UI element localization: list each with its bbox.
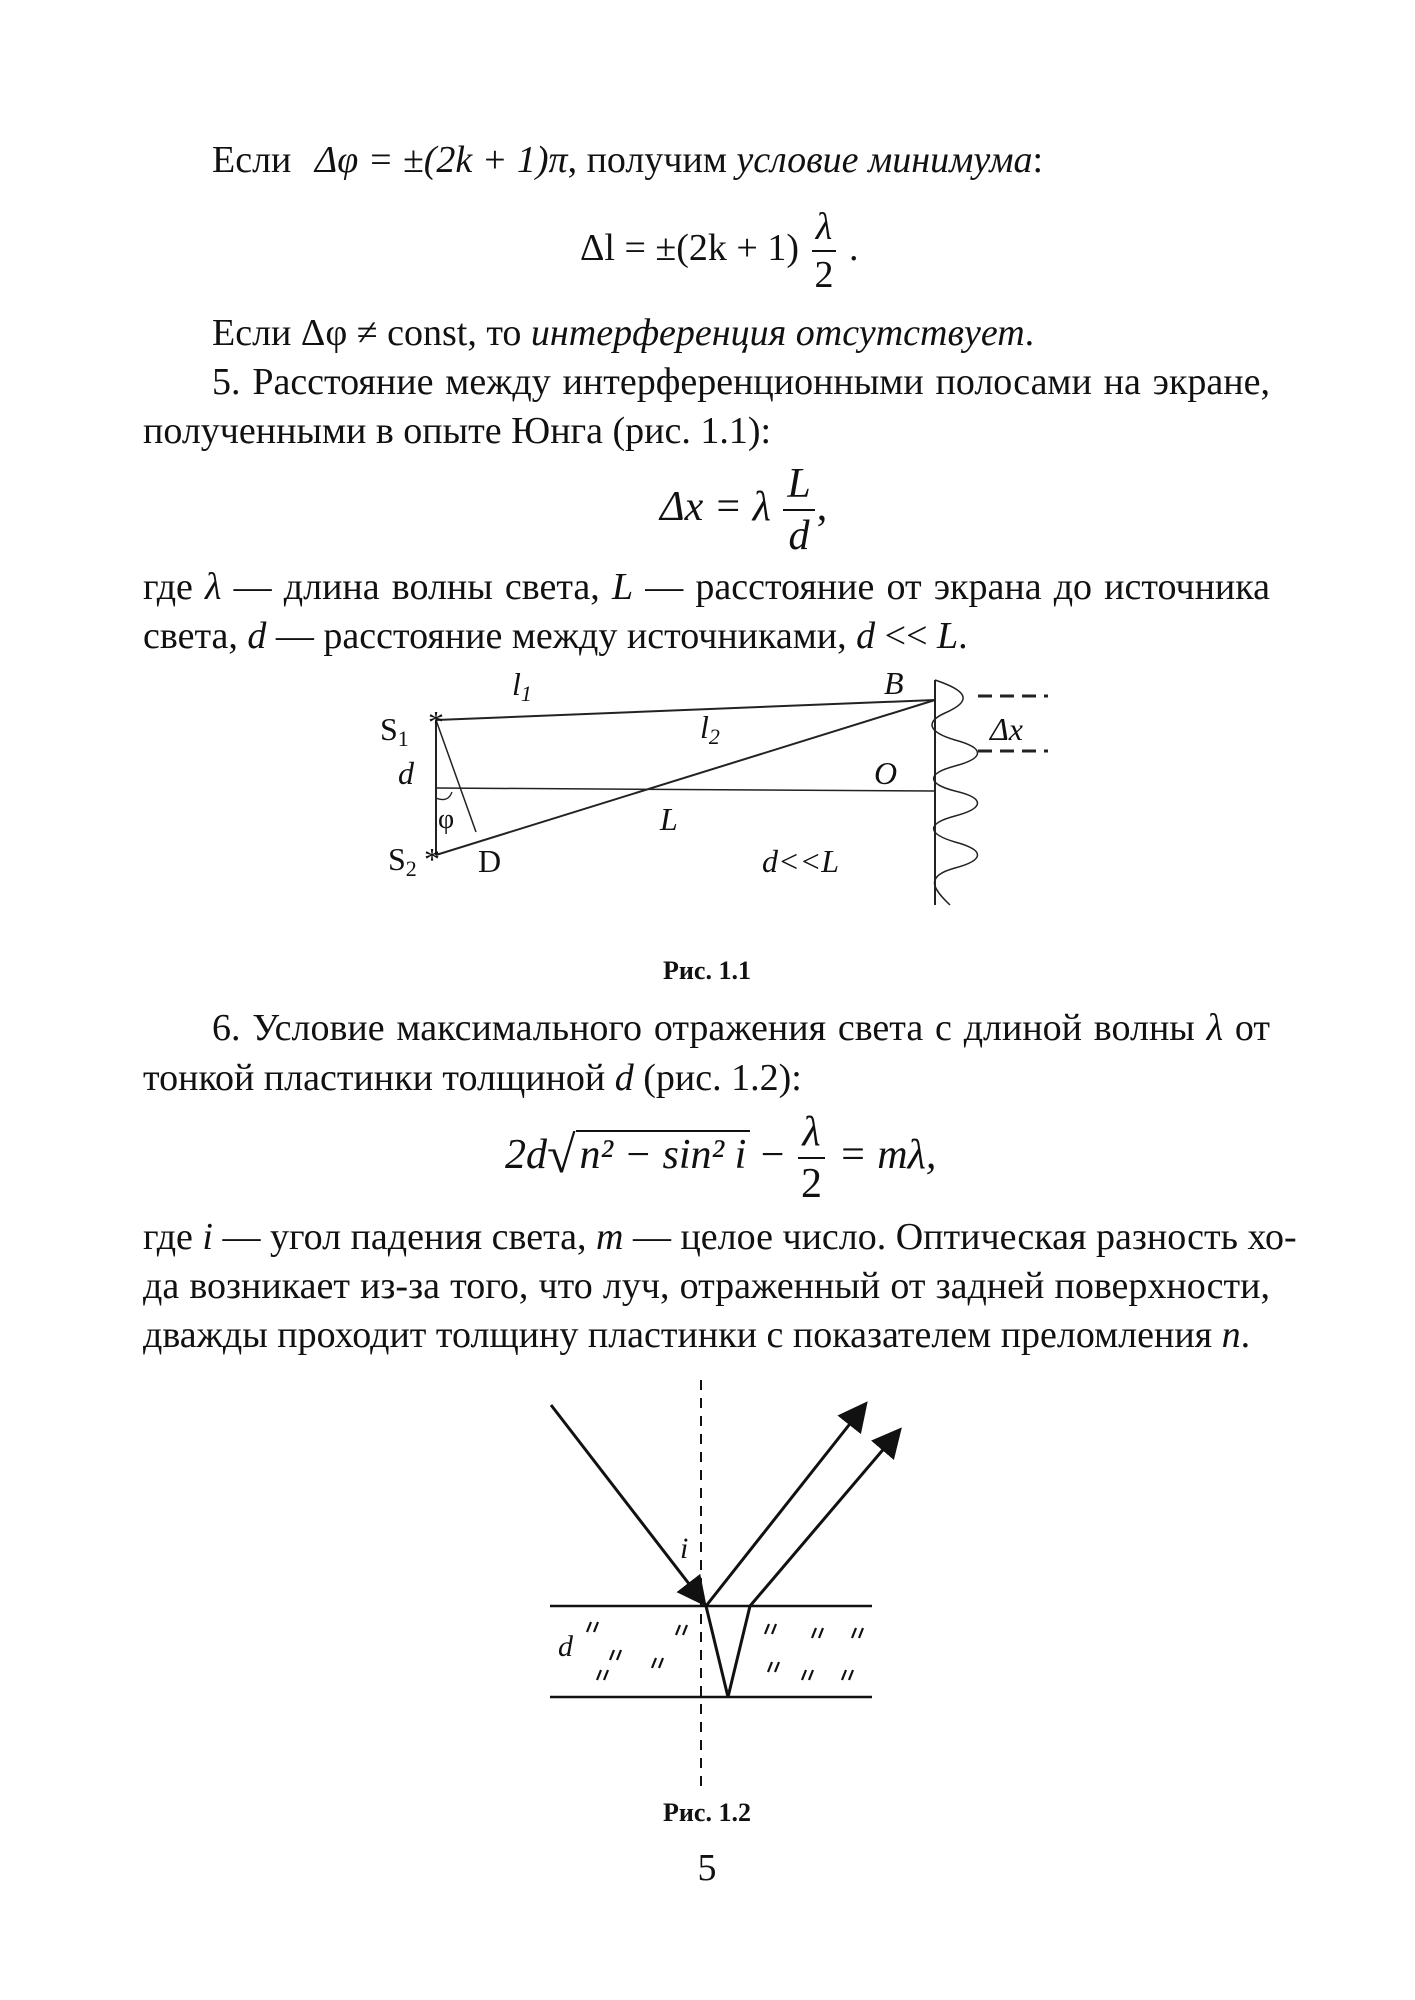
w6-text-1: где bbox=[143, 1216, 193, 1258]
thin-left: 2d bbox=[505, 1132, 547, 1178]
refracted-ray-up bbox=[728, 1606, 750, 1697]
colon: : bbox=[1032, 139, 1044, 181]
w5l2-much-less: << bbox=[884, 615, 928, 657]
label-i: i bbox=[680, 1532, 689, 1565]
label-D: D bbox=[478, 843, 502, 879]
label-S2: S2 bbox=[388, 841, 417, 881]
i6l2-text-2: (рис. 1.2): bbox=[643, 1057, 802, 1099]
formula-min-left: Δl = ±(2k + 1) bbox=[580, 227, 800, 269]
incident-ray bbox=[551, 1405, 703, 1602]
label-d-ll-L: d<<L bbox=[762, 843, 839, 879]
sqrt-sign: √ bbox=[547, 1127, 576, 1184]
thin-right: = mλ, bbox=[838, 1132, 937, 1178]
star-S2: * bbox=[424, 841, 440, 877]
w6-text-3: — целое число. Оптическая разность хо- bbox=[632, 1216, 1297, 1258]
star-S1: * bbox=[428, 704, 444, 740]
reflected-ray-1 bbox=[706, 1406, 864, 1606]
w6-text-2: — угол падения света, bbox=[222, 1216, 587, 1258]
label-O: O bbox=[874, 755, 898, 791]
item5-line1: 5. Расстояние между интерференционными полосами на экране, bbox=[212, 361, 1270, 403]
figure-1-2-caption: Рис. 1.2 bbox=[663, 1798, 751, 1827]
w5l2-var-d: d bbox=[247, 615, 267, 657]
thin-frac-den: 2 bbox=[800, 1161, 822, 1208]
w6l3-period: . bbox=[1240, 1314, 1251, 1356]
text-if: Если bbox=[212, 139, 292, 181]
i6-text-2: от bbox=[1234, 1007, 1271, 1049]
comma: , bbox=[816, 484, 828, 530]
label-L: L bbox=[660, 801, 678, 837]
w5-text-1: где bbox=[143, 566, 193, 608]
frac-num: λ bbox=[812, 208, 836, 252]
no-interference-term: интерференция отсутствует bbox=[530, 312, 1025, 354]
label-dx: Δx bbox=[990, 711, 1023, 747]
label-l2: l2 bbox=[700, 709, 720, 749]
formula-period: . bbox=[849, 227, 859, 269]
formula-young-left: Δx = λ bbox=[660, 484, 771, 530]
w5l2-text-1: света, bbox=[143, 615, 238, 657]
w6l3-var-n: n bbox=[1221, 1314, 1241, 1356]
i6l2-var-d: d bbox=[614, 1057, 634, 1099]
refracted-ray-down bbox=[706, 1606, 728, 1697]
label-l1: l1 bbox=[512, 666, 532, 706]
w5l2-text-2: — расстояние между источниками, bbox=[275, 615, 847, 657]
frac-den-d: d bbox=[788, 513, 810, 560]
w5l2-period: . bbox=[958, 615, 968, 657]
i6l2-text-1: тонкой пластинки толщиной bbox=[143, 1057, 606, 1099]
w5l2-var-d2: d bbox=[856, 615, 876, 657]
figure-1-1-caption: Рис. 1.1 bbox=[663, 956, 751, 985]
label-plate-d: d bbox=[558, 1630, 573, 1663]
period: . bbox=[1024, 312, 1035, 354]
text-if-const: Если Δφ ≠ const, то bbox=[212, 312, 522, 354]
min-condition-term: условие минимума bbox=[736, 139, 1033, 181]
w5l2-var-L: L bbox=[937, 615, 959, 657]
label-phi: φ bbox=[438, 804, 455, 835]
w6-var-m: m bbox=[596, 1216, 624, 1258]
w6l3-text-1: дважды проходит толщину пластинки с показателем преломления bbox=[143, 1314, 1213, 1356]
item5-line2: полученными в опыте Юнга (рис. 1.1): bbox=[143, 410, 772, 452]
page-number: 5 bbox=[697, 1847, 717, 1889]
radicand: n² − sin² i bbox=[576, 1130, 751, 1178]
text-we-get: , получим bbox=[567, 139, 727, 181]
w5-text-2: — длина волны света, bbox=[233, 566, 600, 608]
frac-den: 2 bbox=[814, 254, 834, 297]
w5-text-3: — расстояние от экрана до источника bbox=[645, 566, 1271, 608]
w6-var-i: i bbox=[202, 1216, 213, 1258]
w5-var-lambda: λ bbox=[205, 566, 222, 608]
thin-minus: − bbox=[760, 1132, 785, 1178]
i6-text-1: 6. Условие максимального отражения света с длиной волны bbox=[212, 1007, 1195, 1049]
label-d: d bbox=[398, 755, 414, 791]
thin-frac-num: λ bbox=[798, 1111, 824, 1159]
label-S1: S1 bbox=[380, 711, 409, 751]
w5-var-L: L bbox=[611, 566, 634, 608]
i6-var-lambda: λ bbox=[1206, 1007, 1224, 1049]
plate-hatching bbox=[587, 1622, 863, 1680]
label-B: B bbox=[884, 665, 904, 701]
frac-num-L: L bbox=[783, 463, 814, 511]
where6-line2: да возникает из-за того, что луч, отраженный от задней поверхности, bbox=[143, 1265, 1270, 1307]
phase-formula: Δφ = ±(2k + 1)π bbox=[314, 139, 568, 181]
